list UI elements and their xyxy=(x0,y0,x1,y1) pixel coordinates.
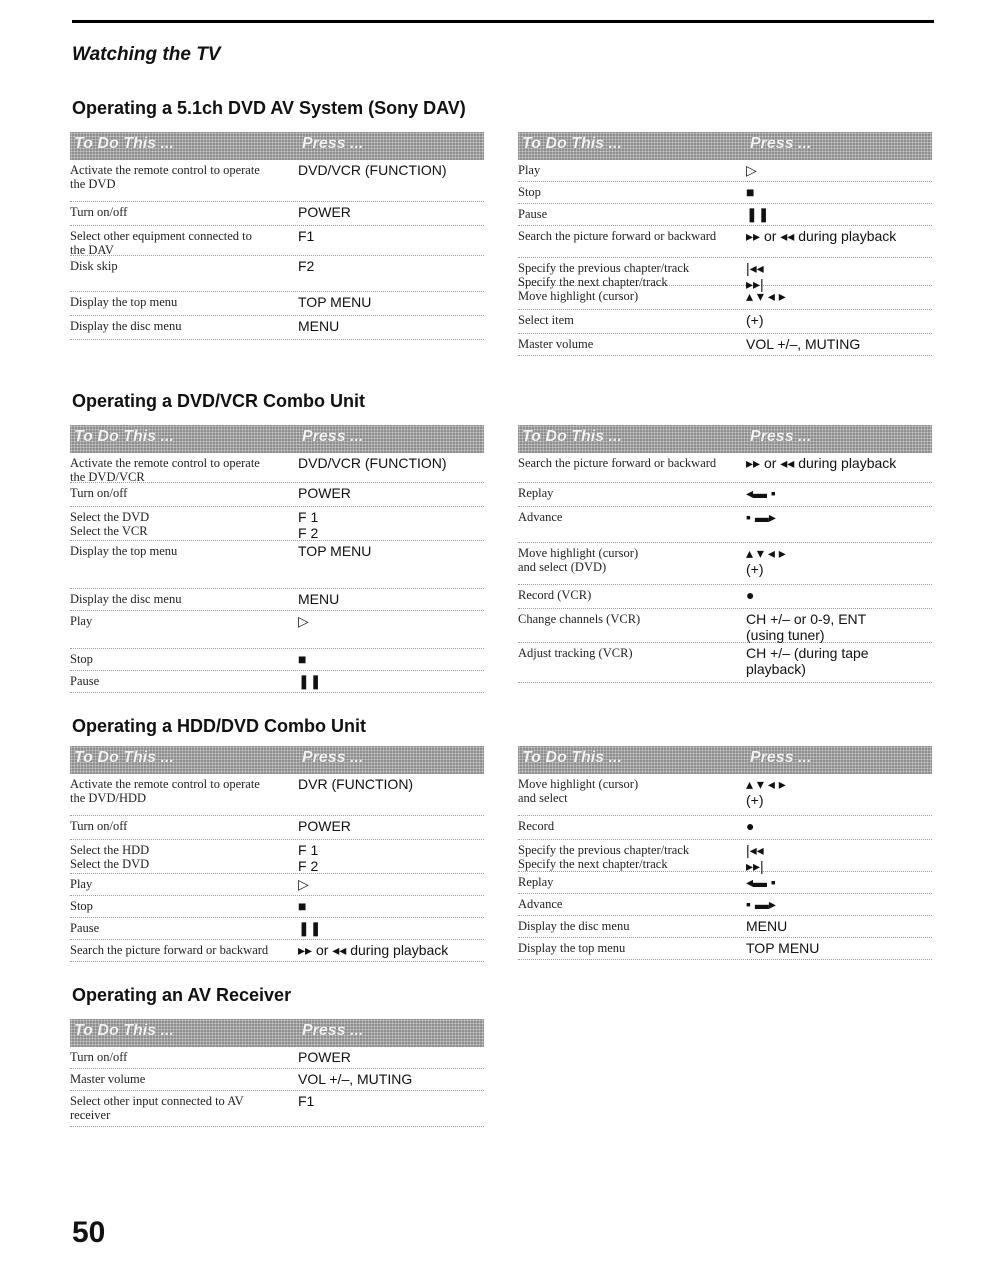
table-row xyxy=(70,649,484,671)
row-press: ❚❚ xyxy=(746,206,770,222)
table-row xyxy=(70,874,484,896)
dav-table-right xyxy=(518,132,932,356)
row-press: F 1 F 2 xyxy=(298,509,319,541)
header-action-label: To Do This ... xyxy=(74,1022,174,1039)
row-action: Pause xyxy=(70,674,100,688)
row-press: ■ xyxy=(298,898,307,914)
table-row xyxy=(70,940,484,962)
row-press: POWER xyxy=(298,1049,351,1065)
row-action: Master volume xyxy=(518,337,594,351)
row-press: TOP MENU xyxy=(298,294,372,310)
table-row xyxy=(518,543,932,585)
table-row xyxy=(70,1091,484,1127)
row-action: Search the picture forward or backward xyxy=(70,943,269,957)
row-press: POWER xyxy=(298,818,351,834)
row-press: DVR (FUNCTION) xyxy=(298,776,414,792)
table-row xyxy=(70,160,484,202)
dav-table-left xyxy=(70,132,484,340)
section-title-hdddvd: Operating a HDD/DVD Combo Unit xyxy=(72,716,367,736)
table-header xyxy=(70,1019,484,1047)
row-press: ■ xyxy=(746,184,755,200)
row-press: VOL +/–, MUTING xyxy=(298,1071,413,1087)
row-action: Display the disc menu xyxy=(518,919,630,933)
row-action: Master volume xyxy=(70,1072,146,1086)
header-action-label: To Do This ... xyxy=(74,135,174,152)
table-row xyxy=(70,507,484,541)
table-row xyxy=(518,872,932,894)
row-action: Advance xyxy=(518,897,563,911)
row-press: POWER xyxy=(298,204,351,220)
header-press-label: Press ... xyxy=(302,749,364,766)
header-press-label: Press ... xyxy=(302,428,364,445)
table-row xyxy=(518,483,932,507)
header-action-label: To Do This ... xyxy=(522,135,622,152)
row-action: Select item xyxy=(518,313,574,327)
hdddvd-table-left xyxy=(70,746,484,962)
row-action: Activate the remote control to operate the DVD xyxy=(70,163,260,191)
row-action: Replay xyxy=(518,875,554,889)
section-title-avr: Operating an AV Receiver xyxy=(72,985,292,1005)
header-press-label: Press ... xyxy=(302,135,364,152)
row-action: Select the HDD Select the DVD xyxy=(70,843,150,871)
row-action: Move highlight (cursor) xyxy=(518,289,639,303)
row-press: F1 xyxy=(298,1093,315,1109)
table-row xyxy=(518,160,932,182)
table-row xyxy=(70,1069,484,1091)
table-row xyxy=(518,585,932,609)
row-press: ◂▬ ▪ xyxy=(746,874,776,890)
row-action: Move highlight (cursor) and select xyxy=(518,777,639,805)
row-action: Pause xyxy=(70,921,100,935)
row-action: Stop xyxy=(70,899,93,913)
row-press: F 1 F 2 xyxy=(298,842,319,874)
row-action: Turn on/off xyxy=(70,486,128,500)
table-row xyxy=(518,334,932,356)
row-press: (+) xyxy=(746,312,764,328)
row-action: Disk skip xyxy=(70,259,118,273)
row-press: MENU xyxy=(746,918,788,934)
table-row xyxy=(70,226,484,256)
page-number: 50 xyxy=(72,1216,106,1249)
table-row xyxy=(518,816,932,840)
table-row xyxy=(518,916,932,938)
row-action: Play xyxy=(70,614,93,628)
table-row xyxy=(518,226,932,258)
row-press: ▴ ▾ ◂ ▸ (+) xyxy=(746,545,786,577)
row-press: TOP MENU xyxy=(298,543,372,559)
table-row xyxy=(70,292,484,316)
top-rule xyxy=(72,20,934,23)
table-row xyxy=(518,310,932,334)
row-press: DVD/VCR (FUNCTION) xyxy=(298,162,447,178)
table-row xyxy=(70,202,484,226)
table-header xyxy=(70,746,484,774)
row-action: Turn on/off xyxy=(70,819,128,833)
header-action-label: To Do This ... xyxy=(522,428,622,445)
dvdvcr-table-left xyxy=(70,425,484,693)
table-row xyxy=(70,483,484,507)
section-header: Watching the TV xyxy=(72,44,221,65)
row-press: ▸▸ or ◂◂ during playback xyxy=(298,942,449,958)
table-row xyxy=(518,453,932,483)
table-row xyxy=(518,894,932,916)
row-press: ● xyxy=(746,587,755,603)
row-action: Stop xyxy=(518,185,541,199)
row-action: Replay xyxy=(518,486,554,500)
row-action: Specify the previous chapter/track Specify the next chapter/track xyxy=(518,843,690,871)
row-action: Activate the remote control to operate the DVD/HDD xyxy=(70,777,260,805)
table-row xyxy=(70,316,484,340)
row-press: MENU xyxy=(298,318,340,334)
row-press: ■ xyxy=(298,651,307,667)
row-press: ▸▸ or ◂◂ during playback xyxy=(746,455,897,471)
table-row xyxy=(518,286,932,310)
table-row xyxy=(70,816,484,840)
table-row xyxy=(518,774,932,816)
row-action: Activate the remote control to operate the DVD/VCR xyxy=(70,456,260,484)
row-action: Move highlight (cursor) and select (DVD) xyxy=(518,546,639,574)
table-row xyxy=(70,671,484,693)
row-press: |◂◂ ▸▸| xyxy=(746,260,764,292)
section-title-dvdvcr: Operating a DVD/VCR Combo Unit xyxy=(72,391,366,411)
table-row xyxy=(70,589,484,611)
table-row xyxy=(70,1047,484,1069)
row-action: Display the top menu xyxy=(70,544,178,558)
row-press: ▪ ▬▸ xyxy=(746,509,776,525)
row-press: F2 xyxy=(298,258,315,274)
row-action: Display the top menu xyxy=(518,941,626,955)
header-action-label: To Do This ... xyxy=(522,749,622,766)
row-action: Record xyxy=(518,819,555,833)
row-press: |◂◂ ▸▸| xyxy=(746,842,764,874)
row-press: ❚❚ xyxy=(298,673,322,689)
row-press: ● xyxy=(746,818,755,834)
row-press: ▷ xyxy=(298,613,309,629)
header-action-label: To Do This ... xyxy=(74,428,174,445)
table-header xyxy=(518,425,932,453)
row-press: ❚❚ xyxy=(298,920,322,936)
table-row xyxy=(518,840,932,872)
header-press-label: Press ... xyxy=(750,749,812,766)
table-header xyxy=(518,746,932,774)
table-row xyxy=(70,256,484,292)
table-row xyxy=(518,258,932,292)
table-row xyxy=(70,840,484,874)
table-row xyxy=(518,204,932,226)
row-press: CH +/– or 0-9, ENT (using tuner) xyxy=(746,611,867,643)
row-action: Play xyxy=(70,877,93,891)
table-row xyxy=(70,611,484,649)
table-row xyxy=(70,918,484,940)
row-action: Adjust tracking (VCR) xyxy=(518,646,633,660)
row-action: Display the disc menu xyxy=(70,319,182,333)
row-press: ▷ xyxy=(298,876,309,892)
avr-table xyxy=(70,1019,484,1127)
row-press: VOL +/–, MUTING xyxy=(746,336,861,352)
row-action: Advance xyxy=(518,510,563,524)
table-row xyxy=(518,643,932,683)
row-action: Pause xyxy=(518,207,548,221)
section-title-dav: Operating a 5.1ch DVD AV System (Sony DAV) xyxy=(72,98,466,118)
row-press: ◂▬ ▪ xyxy=(746,485,776,501)
row-press: ▴ ▾ ◂ ▸ xyxy=(746,288,786,304)
row-press: TOP MENU xyxy=(746,940,820,956)
hdddvd-table-right xyxy=(518,746,932,960)
row-press: ▸▸ or ◂◂ during playback xyxy=(746,228,897,244)
table-header xyxy=(70,132,484,160)
row-action: Display the disc menu xyxy=(70,592,182,606)
row-action: Search the picture forward or backward xyxy=(518,229,717,243)
row-action: Display the top menu xyxy=(70,295,178,309)
table-row xyxy=(518,938,932,960)
row-press: ▪ ▬▸ xyxy=(746,896,776,912)
table-row xyxy=(518,507,932,543)
table-row xyxy=(518,182,932,204)
header-action-label: To Do This ... xyxy=(74,749,174,766)
table-row xyxy=(518,609,932,643)
header-press-label: Press ... xyxy=(750,135,812,152)
row-action: Select other input connected to AV receiver xyxy=(70,1094,244,1122)
header-press-label: Press ... xyxy=(750,428,812,445)
row-action: Select other equipment connected to the DAV xyxy=(70,229,252,257)
row-action: Search the picture forward or backward xyxy=(518,456,717,470)
header-press-label: Press ... xyxy=(302,1022,364,1039)
table-header xyxy=(518,132,932,160)
row-press: DVD/VCR (FUNCTION) xyxy=(298,455,447,471)
row-press: ▷ xyxy=(746,162,757,178)
table-row xyxy=(70,541,484,589)
row-action: Stop xyxy=(70,652,93,666)
dvdvcr-table-right xyxy=(518,425,932,683)
table-row xyxy=(70,774,484,816)
table-row xyxy=(70,896,484,918)
row-action: Turn on/off xyxy=(70,205,128,219)
row-action: Record (VCR) xyxy=(518,588,592,602)
row-press: CH +/– (during tape playback) xyxy=(746,645,869,677)
table-header xyxy=(70,425,484,453)
row-action: Specify the previous chapter/track Specify the next chapter/track xyxy=(518,261,690,289)
row-press: ▴ ▾ ◂ ▸ (+) xyxy=(746,776,786,808)
row-action: Select the DVD Select the VCR xyxy=(70,510,150,538)
row-action: Change channels (VCR) xyxy=(518,612,641,626)
row-press: POWER xyxy=(298,485,351,501)
row-action: Play xyxy=(518,163,541,177)
table-row xyxy=(70,453,484,483)
row-press: MENU xyxy=(298,591,340,607)
row-action: Turn on/off xyxy=(70,1050,128,1064)
row-press: F1 xyxy=(298,228,315,244)
